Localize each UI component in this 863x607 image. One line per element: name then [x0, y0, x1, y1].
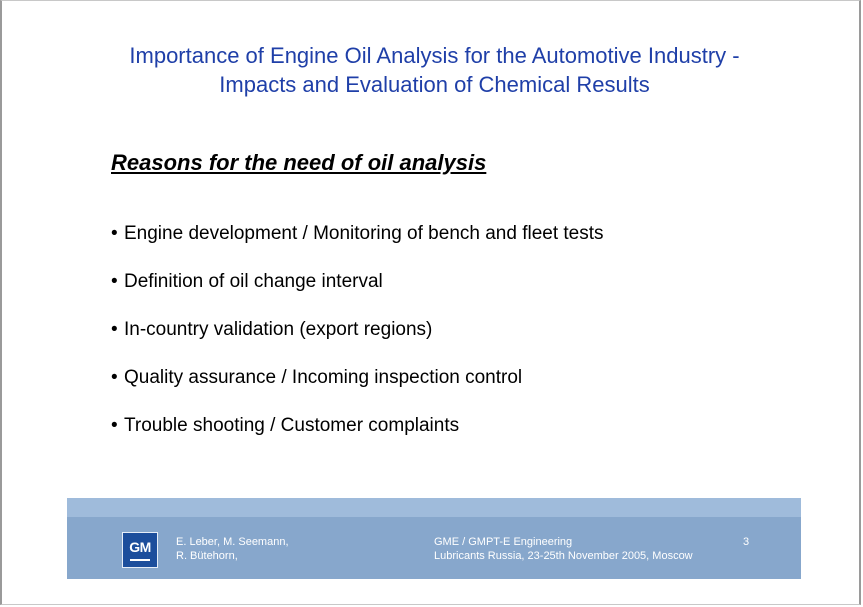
bullet-dot: • — [111, 223, 118, 244]
footer-organization — [434, 535, 693, 563]
bullet-item — [111, 317, 604, 365]
org-line-1: GME / GMPT-E Engineering — [434, 536, 573, 548]
footer-band-top — [67, 498, 801, 517]
authors-line-2: R. Bütehorn, — [176, 550, 238, 562]
authors-line-1: E. Leber, M. Seemann, — [176, 536, 289, 548]
bullet-text: Engine development / Monitoring of bench and fleet tests — [124, 223, 604, 244]
gm-logo — [122, 532, 158, 568]
title-line-2: Impacts and Evaluation of Chemical Results — [219, 72, 650, 97]
bullet-dot: • — [111, 367, 118, 388]
footer-authors — [176, 535, 289, 563]
bullet-item — [111, 413, 604, 461]
section-heading: Reasons for the need of oil analysis — [111, 150, 487, 175]
logo-underline — [130, 559, 150, 561]
bullet-list — [111, 221, 604, 461]
bullet-text: In-country validation (export regions) — [124, 319, 433, 340]
slide-footer — [67, 498, 801, 579]
page-number: 3 — [743, 536, 750, 548]
bullet-text: Trouble shooting / Customer complaints — [124, 415, 460, 436]
bullet-dot: • — [111, 319, 118, 340]
bullet-text: Quality assurance / Incoming inspection control — [124, 367, 523, 388]
bullet-item — [111, 221, 604, 269]
logo-text: GM — [129, 539, 151, 555]
org-line-2: Lubricants Russia, 23-25th November 2005, Moscow — [434, 550, 693, 562]
bullet-dot: • — [111, 271, 118, 292]
slide-title — [62, 41, 807, 99]
title-line-1: Importance of Engine Oil Analysis for the Automotive Industry - — [129, 43, 740, 68]
bullet-text: Definition of oil change interval — [124, 271, 383, 292]
bullet-dot: • — [111, 415, 118, 436]
bullet-item — [111, 365, 604, 413]
bullet-item — [111, 269, 604, 317]
